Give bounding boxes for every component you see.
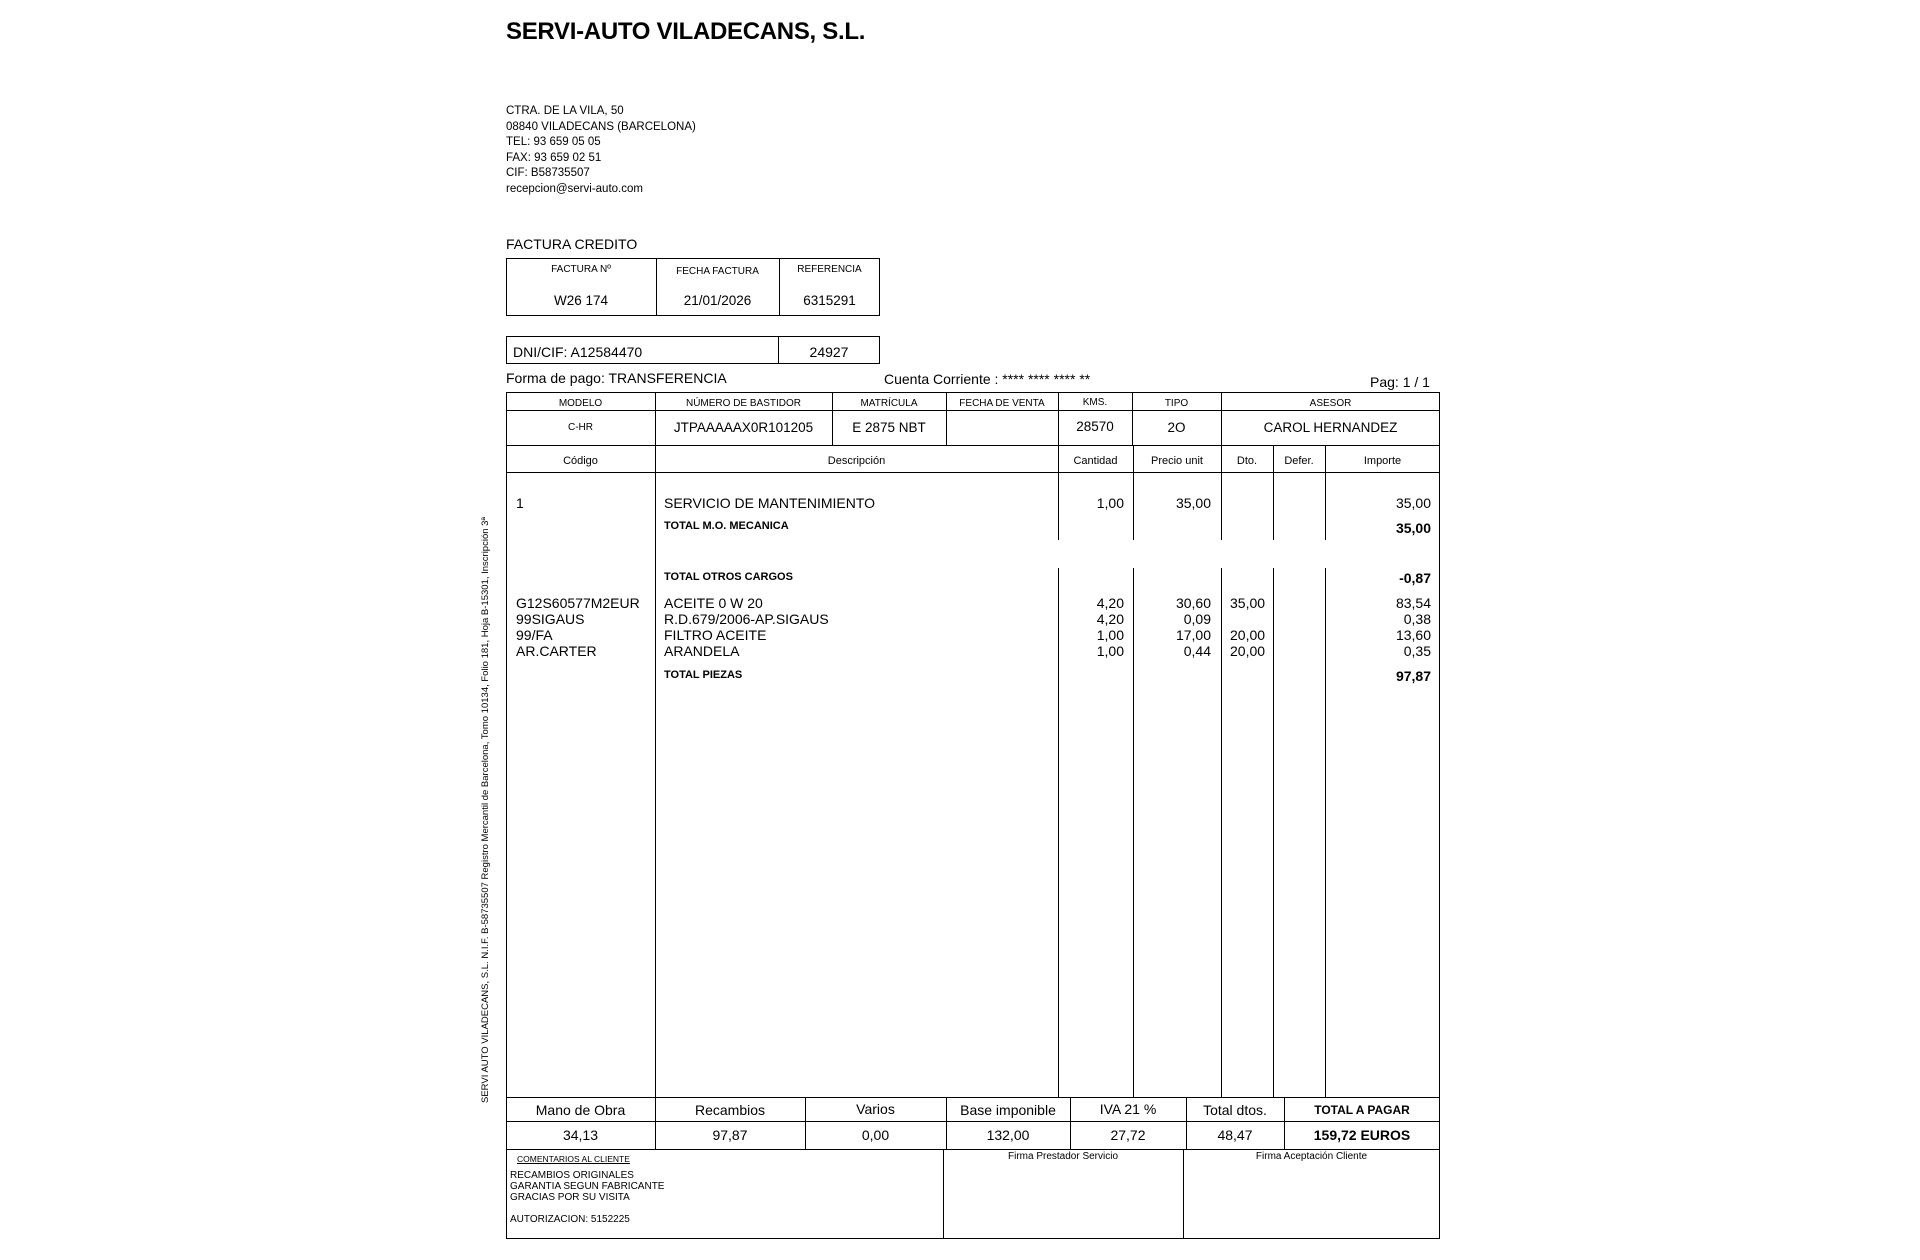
address-line: CTRA. DE LA VILA, 50	[506, 105, 624, 117]
mo-total-label: TOTAL M.O. MECANICA	[664, 520, 789, 532]
client-dni: DNI/CIF: A12584470	[513, 344, 643, 360]
bank-account: Cuenta Corriente : **** **** **** **	[884, 371, 1091, 387]
pieza-cantidad: 4,20	[1096, 595, 1124, 611]
total-iva: 27,72	[1110, 1127, 1146, 1143]
company-address	[506, 104, 696, 198]
company-name: SERVI-AUTO VILADECANS, S.L.	[506, 18, 866, 45]
fecha-value: 21/01/2026	[683, 293, 752, 308]
firma-prestador: Firma Prestador Servicio	[1007, 1151, 1119, 1162]
vehicle-modelo: C-HR	[568, 422, 593, 433]
mo-importe: 35,00	[1395, 495, 1431, 511]
total-a-pagar: 159,72 EUROS	[1313, 1127, 1411, 1143]
total-varios: 0,00	[861, 1127, 890, 1143]
vehicle-asesor: CAROL HERNANDEZ	[1263, 420, 1398, 435]
total-label-varios: Varios	[856, 1101, 895, 1117]
pieza-codigo: G12S60577M2EUR	[516, 595, 640, 611]
total-label-pagar: TOTAL A PAGAR	[1314, 1103, 1410, 1117]
col-cantidad: Cantidad	[1073, 455, 1118, 467]
pieza-dto: 35,00	[1230, 595, 1266, 611]
pieza-dto: 20,00	[1230, 643, 1266, 659]
mo-descripcion: SERVICIO DE MANTENIMIENTO	[664, 495, 876, 511]
client-code: 24927	[809, 344, 849, 360]
vehicle-kms: 28570	[1076, 419, 1114, 434]
total-recambios: 97,87	[712, 1127, 748, 1143]
vehicle-tipo: 2O	[1167, 420, 1186, 435]
vehicle-header-fecha-venta: FECHA DE VENTA	[959, 398, 1045, 409]
payment-method: Forma de pago: TRANSFERENCIA	[506, 370, 727, 386]
factura-label: FACTURA Nº	[551, 264, 611, 275]
referencia-value: 6315291	[803, 293, 856, 308]
pieza-importe: 0,38	[1403, 611, 1431, 627]
total-mano-obra: 34,13	[562, 1127, 599, 1143]
col-dto: Dto.	[1236, 455, 1258, 467]
col-precio: Precio unit	[1151, 455, 1203, 467]
vehicle-header-matricula: MATRÍCULA	[860, 398, 918, 409]
pieza-codigo: 99/FA	[516, 627, 553, 643]
total-base: 132,00	[986, 1127, 1030, 1143]
total-label-base: Base imponible	[960, 1102, 1056, 1118]
factura-number: W26 174	[553, 293, 609, 308]
vehicle-header-bastidor: NÚMERO DE BASTIDOR	[685, 398, 801, 409]
comments-title: COMENTARIOS AL CLIENTE	[517, 1154, 630, 1164]
mo-codigo: 1	[516, 495, 524, 511]
pieza-precio: 0,09	[1183, 611, 1211, 627]
pieza-codigo: AR.CARTER	[516, 643, 597, 659]
page-number: Pag: 1 / 1	[1370, 374, 1430, 390]
pieza-importe: 83,54	[1395, 595, 1431, 611]
comment-line: GRACIAS POR SU VISITA	[510, 1192, 630, 1203]
total-label-iva: IVA 21 %	[1099, 1101, 1157, 1117]
pieza-cantidad: 1,00	[1096, 627, 1124, 643]
col-descripcion: Descripción	[827, 455, 886, 467]
mo-total-value: 35,00	[1395, 520, 1431, 536]
address-line: TEL: 93 659 05 05	[506, 136, 601, 149]
vehicle-header-tipo: TIPO	[1164, 398, 1189, 409]
pieza-dto: 20,00	[1230, 627, 1266, 643]
col-importe: Importe	[1363, 455, 1402, 467]
registry-side-text: SERVI AUTO VILADECANS, S.L. N.I.F. B-58735507 Registro Mercantil de Barcelona, Tomo 10134, Folio 181, Hoja B-15301, Inscripción 3ª	[480, 517, 491, 1103]
autorizacion: AUTORIZACION: 5152225	[510, 1214, 630, 1225]
total-label-dtos: Total dtos.	[1203, 1102, 1267, 1118]
comment-line: GARANTIA SEGUN FABRICANTE	[510, 1181, 665, 1192]
total-label-recambios: Recambios	[694, 1102, 766, 1118]
pieza-descripcion: R.D.679/2006-AP.SIGAUS	[664, 611, 829, 627]
total-label-mano-obra: Mano de Obra	[535, 1102, 626, 1118]
referencia-label: REFERENCIA	[797, 264, 862, 275]
firma-cliente: Firma Aceptación Cliente	[1255, 1151, 1368, 1162]
comment-line: RECAMBIOS ORIGINALES	[510, 1170, 634, 1181]
address-line: FAX: 93 659 02 51	[506, 151, 602, 164]
vehicle-bastidor: JTPAAAAAX0R101205	[673, 420, 814, 435]
vehicle-header-modelo: MODELO	[558, 398, 603, 409]
col-codigo: Código	[563, 455, 598, 467]
otros-total-value: -0,87	[1399, 570, 1431, 586]
otros-total-label: TOTAL OTROS CARGOS	[664, 571, 793, 583]
pieza-descripcion: ARANDELA	[664, 643, 740, 659]
pieza-codigo: 99SIGAUS	[516, 611, 585, 627]
pieza-importe: 13,60	[1395, 627, 1431, 643]
pieza-precio: 30,60	[1175, 595, 1211, 611]
pieza-descripcion: ACEITE 0 W 20	[664, 595, 763, 611]
address-line: 08840 VILADECANS (BARCELONA)	[506, 120, 696, 133]
pieza-importe: 0,35	[1403, 643, 1431, 659]
pieza-precio: 0,44	[1183, 643, 1211, 659]
pieza-cantidad: 4,20	[1096, 611, 1124, 627]
col-defer: Defer.	[1284, 455, 1314, 467]
mo-cantidad: 1,00	[1096, 495, 1124, 511]
vehicle-matricula: E 2875 NBT	[852, 420, 926, 435]
total-dtos: 48,47	[1217, 1127, 1253, 1143]
piezas-total-label: TOTAL PIEZAS	[664, 669, 743, 681]
pieza-descripcion: FILTRO ACEITE	[664, 627, 767, 643]
invoice-type: FACTURA CREDITO	[506, 236, 638, 252]
vehicle-header-asesor: ASESOR	[1309, 398, 1352, 409]
address-line: CIF: B58735507	[506, 167, 590, 180]
pieza-cantidad: 1,00	[1096, 643, 1124, 659]
fecha-label: FECHA FACTURA	[676, 266, 759, 277]
address-line: recepcion@servi-auto.com	[506, 182, 643, 195]
vehicle-header-kms: KMS.	[1082, 397, 1108, 408]
mo-precio: 35,00	[1175, 495, 1211, 511]
piezas-total-value: 97,87	[1395, 668, 1431, 684]
pieza-precio: 17,00	[1175, 627, 1211, 643]
